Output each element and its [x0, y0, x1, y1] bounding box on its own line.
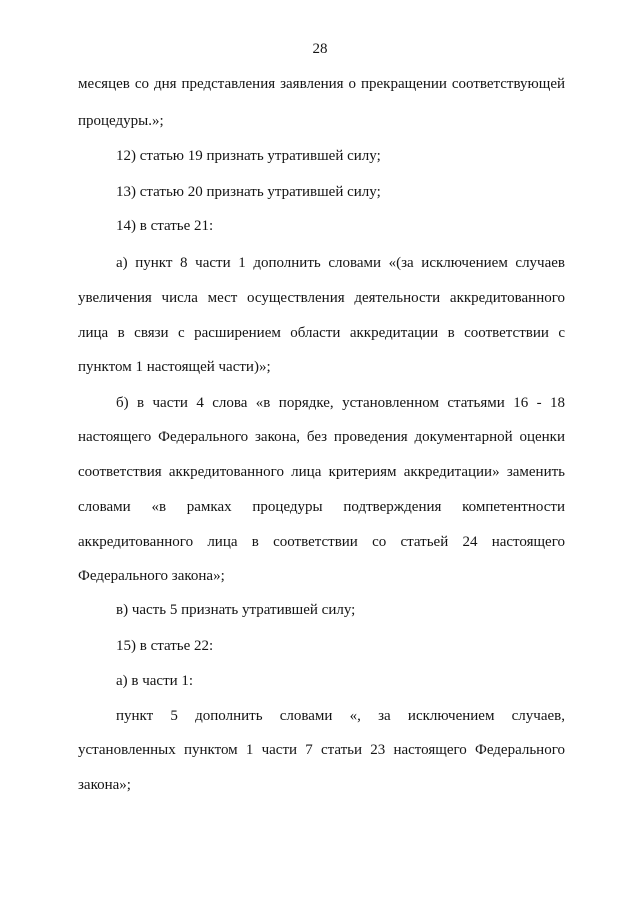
text-line: месяцев со дня представления заявления о прекращении соответствующей: [78, 76, 565, 92]
text-line: процедуры.»;: [78, 113, 164, 129]
text-line: 13) статью 20 признать утратившей силу;: [116, 184, 381, 200]
text-line: 15) в статье 22:: [116, 638, 214, 654]
text-line: а) в части 1:: [116, 673, 194, 689]
text-line: 12) статью 19 признать утратившей силу;: [116, 148, 381, 164]
text-line: б) в части 4 слова «в порядке, установленном статьями 16 - 18: [116, 395, 565, 411]
text-line: 14) в статье 21:: [116, 218, 214, 234]
page-number: 28: [312, 41, 328, 57]
text-line: настоящего Федерального закона, без проведения документарной оценки: [78, 429, 565, 445]
text-line: словами «в рамках процедуры подтверждения компетентности: [78, 499, 565, 515]
text-line: соответствия аккредитованного лица критериям аккредитации» заменить: [78, 464, 565, 480]
text-line: закона»;: [78, 777, 131, 793]
text-line: лица в связи с расширением области аккредитации в соответствии с: [78, 325, 565, 341]
text-line: аккредитованного лица в соответствии со статьей 24 настоящего: [78, 534, 565, 550]
text-line: увеличения числа мест осуществления деятельности аккредитованного: [78, 290, 565, 306]
text-line: Федерального закона»;: [78, 568, 225, 584]
text-line: пунктом 1 настоящей части)»;: [78, 359, 271, 375]
text-line: пункт 5 дополнить словами «, за исключением случаев,: [116, 708, 565, 724]
text-line: в) часть 5 признать утратившей силу;: [116, 602, 356, 618]
text-line: а) пункт 8 части 1 дополнить словами «(за исключением случаев: [116, 255, 565, 271]
text-line: установленных пунктом 1 части 7 статьи 23 настоящего Федерального: [78, 742, 565, 758]
